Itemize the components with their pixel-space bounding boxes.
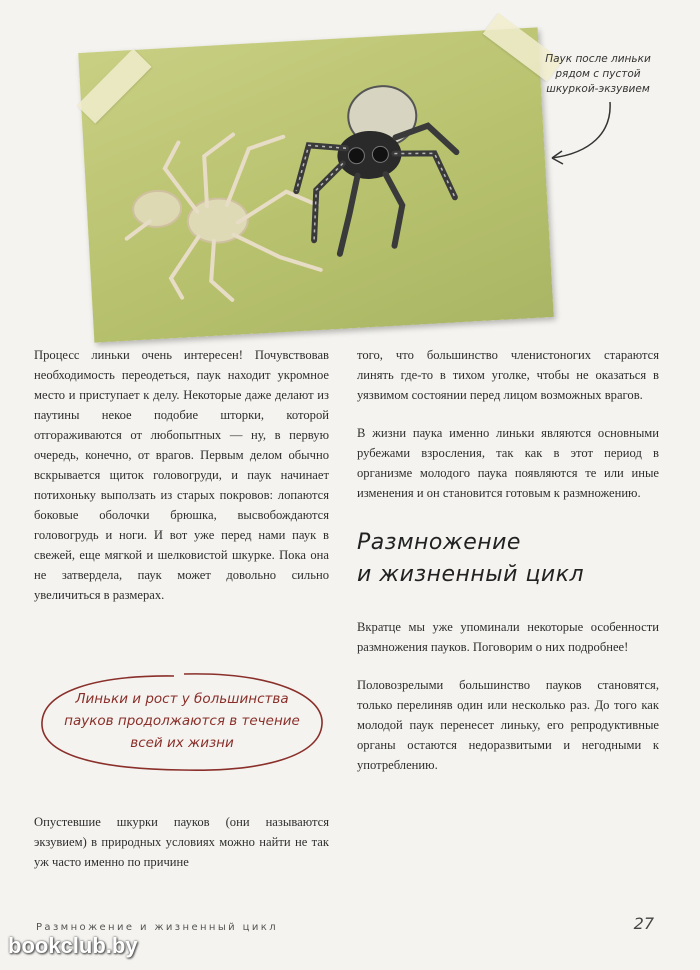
body-paragraph: Вкратце мы уже упоминали некоторые особенности размножения пауков. Поговорим о них подробнее! xyxy=(357,620,659,654)
page-number: 27 xyxy=(633,914,654,933)
curved-arrow-icon xyxy=(540,98,620,168)
watermark: bookclub.by xyxy=(8,933,138,958)
photo-caption: Паук после линьки рядом с пустой шкуркой-экзувием xyxy=(545,53,651,95)
body-paragraph: Половозрелыми большинство пауков становятся, только перелиняв один или несколько раз. До того как молодой паук перенесет линьку, его репродуктивные органы остаются недоразвитыми и негодными к употреблению. xyxy=(357,678,659,772)
heading-line: Размножение xyxy=(357,530,521,555)
body-paragraph: Опустевшие шкурки пауков (они называются экзувием) в природных условиях можно найти не так уж часто именно по причине xyxy=(34,815,329,869)
heading-line: и жизненный цикл xyxy=(357,562,585,587)
body-paragraph: Процесс линьки очень интересен! Почувствовав необходимость переодеться, паук находит укромное место и приступает к делу. Некоторые даже делают из паутины некое подобие шторки, которой отгораживаются от любопытных — ну, в первую очередь, конечно, от врагов. Первым делом обычно вскрывается щиток головогруди, и паук начинает потихоньку выползать из старых покровов: лопаются боковые оболочки брюшка, высвобождаются головогрудь и ноги. И вот уже перед нами паук в свежей, еще мягкой и шелковистой шкурке. Пока она не затвердела, паук может довольно сильно увеличиться в размерах. xyxy=(34,348,329,602)
exuvia-illustration xyxy=(121,130,322,305)
running-footer: Размножение и жизненный цикл xyxy=(36,922,278,933)
body-paragraph: В жизни паука именно линьки являются основными рубежами взросления, так как в этот период в организме молодого паука появляются те или иные изменения и он становится готовым к размножению. xyxy=(357,426,659,500)
left-column xyxy=(34,345,329,623)
photo-frame xyxy=(78,27,553,342)
left-column-bottom xyxy=(34,812,329,890)
spider-photo xyxy=(78,27,553,342)
right-column xyxy=(357,345,659,793)
jumping-spider-illustration xyxy=(291,82,462,256)
body-paragraph: того, что большинство членистоногих стараются линять где-то в тихом уголке, чтобы не оказаться в уязвимом состоянии перед лицом возможных врагов. xyxy=(357,348,659,402)
highlight-callout xyxy=(34,668,330,776)
callout-text: Линьки и рост у большинства пауков продолжаются в течение всей их жизни xyxy=(64,691,300,751)
section-heading xyxy=(357,527,659,591)
